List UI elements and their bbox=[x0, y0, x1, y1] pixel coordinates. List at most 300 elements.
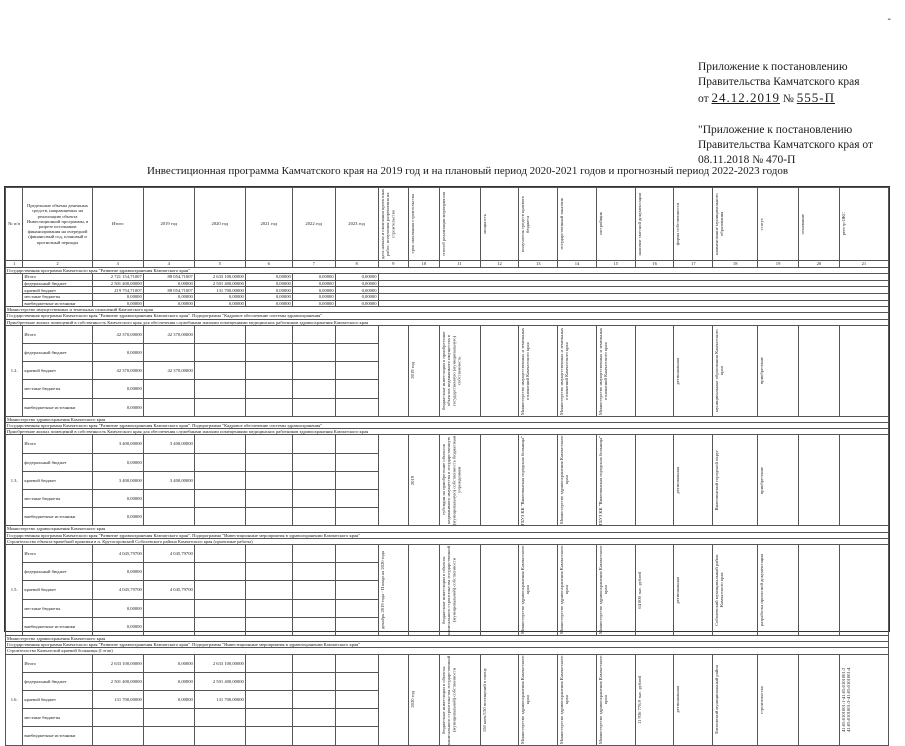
source-label: местные бюджеты bbox=[23, 599, 92, 617]
item-program: Государственная программа Камчатского края "Развитие здравоохранения Камчатского края". Подпрограмма "Инвестиционные мероприятия в здравоохранении Камчатского края" bbox=[6, 642, 889, 648]
header-2021: 2021 год bbox=[245, 188, 292, 261]
item-c18 bbox=[713, 325, 758, 416]
header-c9: дата начала и окончания проектных работ, получения разрешения на строительство bbox=[379, 188, 395, 260]
amount-y2020 bbox=[194, 727, 245, 745]
item-c18-text: Елизовский муниципальный район bbox=[714, 665, 720, 734]
item-c9-text: декабрь 2019 года - II квартал 2020 года bbox=[379, 551, 385, 629]
appendix2-line-3: 08.11.2018 № 470-П bbox=[698, 154, 796, 166]
source-label: краевой бюджет bbox=[23, 471, 92, 489]
summary-row bbox=[6, 287, 889, 294]
amount-y2019 bbox=[143, 727, 194, 745]
appendix-ot: от bbox=[698, 93, 709, 105]
item-c15 bbox=[596, 654, 635, 745]
header-sources: Предельные объемы денежных средств, направляемых на реализацию объекта Инвестиционной программы, в разрезе источников финансирования на очередной (финансовый год, плановый и прогнозный периоды bbox=[23, 188, 92, 261]
amount-y2022 bbox=[292, 672, 335, 690]
item-ministry: Министерство здравоохранения Камчатского края bbox=[6, 416, 889, 422]
amount-y2023 bbox=[335, 398, 378, 416]
item-c17 bbox=[674, 325, 713, 416]
item-c9 bbox=[378, 545, 409, 636]
amount-y2020 bbox=[194, 563, 245, 581]
source-label: Итого bbox=[23, 435, 92, 453]
appendix-date: 24.12.2019 bbox=[711, 90, 780, 105]
appendix2-line-1: "Приложение к постановлению bbox=[698, 124, 853, 136]
amount-y2021 bbox=[245, 690, 292, 708]
column-number: 6 bbox=[245, 261, 292, 268]
item-c12 bbox=[480, 325, 519, 416]
item-c10 bbox=[409, 435, 440, 526]
amount-y2021 bbox=[245, 435, 292, 453]
amount-y2022 bbox=[292, 563, 335, 581]
amount-y2021 bbox=[245, 489, 292, 507]
amount-y2023 bbox=[335, 617, 378, 635]
amount-y2023 bbox=[335, 453, 378, 471]
amount-cell: 0,00000 bbox=[292, 274, 335, 281]
amount-total: 131 700,00000 bbox=[92, 690, 143, 708]
amount-cell: 0,00000 bbox=[292, 280, 335, 287]
item-c14-text: Министерство здравоохранения Камчатского края bbox=[559, 436, 570, 525]
item-c21-text: 41:05:0101001:1-41:05:0101001:2 41:05:0101001:3-41:05:0101001:4 bbox=[840, 667, 852, 732]
amount-y2020 bbox=[194, 599, 245, 617]
item-c11-text: бюджетные инвестиции в объекты капитального строительства государственной (муниципальной) собственности bbox=[440, 545, 457, 635]
source-label: краевой бюджет bbox=[23, 287, 92, 294]
item-c19-text: строительство bbox=[759, 685, 765, 714]
amount-y2021 bbox=[245, 453, 292, 471]
item-c17-text: региональная bbox=[675, 576, 681, 604]
source-label: внебюджетные источники bbox=[23, 398, 92, 416]
source-label: Итого bbox=[23, 545, 92, 563]
item-c16 bbox=[635, 545, 674, 636]
header-c10: срок окончания строительства bbox=[410, 194, 416, 254]
item-c19-text: приобретение bbox=[759, 357, 765, 385]
amount-y2022 bbox=[292, 325, 335, 343]
amount-y2023 bbox=[335, 654, 378, 672]
amount-total: 0,00000 bbox=[92, 398, 143, 416]
amount-total: 4 045,79700 bbox=[92, 581, 143, 599]
amount-y2022 bbox=[292, 453, 335, 471]
item-c9 bbox=[378, 325, 409, 416]
item-c12 bbox=[480, 545, 519, 636]
amount-cell: 2 633 100,00000 bbox=[194, 274, 245, 281]
item-c21 bbox=[839, 325, 888, 416]
amount-total: 2 633 100,00000 bbox=[92, 654, 143, 672]
column-number: 15 bbox=[596, 261, 635, 268]
document-title: Инвестиционная программа Камчатского края на 2019 год и на плановый период 2020-2021 годов и прогнозный период 2022-2023 годов bbox=[146, 165, 789, 177]
item-c19 bbox=[758, 435, 799, 526]
item-c19 bbox=[758, 654, 799, 745]
amount-y2020 bbox=[194, 489, 245, 507]
source-label: внебюджетные источники bbox=[23, 727, 92, 745]
amount-y2019 bbox=[143, 617, 194, 635]
amount-total bbox=[92, 709, 143, 727]
amount-y2019 bbox=[143, 563, 194, 581]
amount-y2023 bbox=[335, 709, 378, 727]
amount-y2022 bbox=[292, 398, 335, 416]
header-c20: основание bbox=[799, 213, 805, 235]
item-c12-text: 150 коек/150 посещений в смену bbox=[481, 667, 487, 732]
item-c16-text: 64 000 тыс. рублей bbox=[636, 571, 642, 609]
item-c15-text: ГБУЗ КК "Вилючинская городская больница" bbox=[597, 435, 603, 526]
amount-y2021 bbox=[245, 709, 292, 727]
amount-total bbox=[92, 727, 143, 745]
item-program: Государственная программа Камчатского края "Развитие здравоохранения Камчатского края". Подпрограмма "Кадровое обеспечение системы здравоохранения" bbox=[6, 313, 889, 319]
appendix2-line-2: Правительства Камчатского края от bbox=[698, 139, 874, 151]
amount-y2019: 4 045,79700 bbox=[143, 581, 194, 599]
item-object: Приобретение жилых помещений в собственность Камчатского края для обеспечения служебными жилыми помещениями медицинских работников здравоохранения Камчатского края bbox=[6, 429, 889, 435]
amount-y2023 bbox=[335, 672, 378, 690]
amount-total: 42 370,00000 bbox=[92, 325, 143, 343]
amount-total: 0,00000 bbox=[92, 599, 143, 617]
item-c17 bbox=[674, 545, 713, 636]
amount-cell: 0,00000 bbox=[143, 293, 194, 300]
amount-cell: 0,00000 bbox=[335, 280, 378, 287]
amount-y2019 bbox=[143, 380, 194, 398]
item-object: Строительство Камчатской краевой больницы (I этап) bbox=[6, 648, 889, 654]
item-c16 bbox=[635, 435, 674, 526]
appendix-current bbox=[698, 60, 883, 107]
amount-y2019 bbox=[143, 453, 194, 471]
amount-y2020: 2 633 100,00000 bbox=[194, 654, 245, 672]
item-c18 bbox=[713, 654, 758, 745]
amount-y2023 bbox=[335, 581, 378, 599]
appendix-line-2: Правительства Камчатского края bbox=[698, 76, 860, 88]
source-label: краевой бюджет bbox=[23, 581, 92, 599]
item-c10-text: 2020 год bbox=[410, 691, 416, 708]
header-c14: государственный заказчик bbox=[559, 198, 565, 250]
item-no: 1.5. bbox=[6, 545, 23, 636]
item-program: Государственная программа Камчатского края "Развитие здравоохранения Камчатского края". Подпрограмма "Инвестиционные мероприятия в здравоохранении Камчатского края" bbox=[6, 532, 889, 538]
column-number: 20 bbox=[798, 261, 839, 268]
item-no: 1.6. bbox=[6, 654, 23, 745]
header-total: Итого bbox=[92, 188, 143, 261]
item-c14 bbox=[558, 654, 597, 745]
program-band: Государственная программа Камчатского края "Развитие здравоохранения Камчатского края" bbox=[6, 268, 889, 274]
item-c15 bbox=[596, 325, 635, 416]
item-c13 bbox=[519, 325, 558, 416]
amount-cell: 0,00000 bbox=[245, 274, 292, 281]
item-c21 bbox=[839, 545, 888, 636]
amount-y2020 bbox=[194, 508, 245, 526]
amount-cell: 0,00000 bbox=[292, 300, 335, 307]
source-label: федеральный бюджет bbox=[23, 563, 92, 581]
source-label: местные бюджеты bbox=[23, 489, 92, 507]
amount-cell: 0,00000 bbox=[92, 293, 143, 300]
source-label: федеральный бюджет bbox=[23, 280, 92, 287]
summary-row bbox=[6, 280, 889, 287]
column-number: 12 bbox=[480, 261, 519, 268]
item-c20 bbox=[798, 654, 839, 745]
amount-y2023 bbox=[335, 435, 378, 453]
item-object: Строительство объекта врачебной практики в п. Крутогоровский Соболевского района Камчатского края (проектные работы) bbox=[6, 538, 889, 544]
column-number: 10 bbox=[409, 261, 440, 268]
item-c11 bbox=[439, 545, 480, 636]
source-label: местные бюджеты bbox=[23, 709, 92, 727]
amount-y2019 bbox=[143, 398, 194, 416]
summary-row bbox=[6, 274, 889, 281]
amount-y2020: 131 700,00000 bbox=[194, 690, 245, 708]
amount-y2022 bbox=[292, 508, 335, 526]
amount-total: 0,00000 bbox=[92, 489, 143, 507]
item-no: 1.2. bbox=[6, 325, 23, 416]
amount-y2020 bbox=[194, 380, 245, 398]
empty-cell bbox=[378, 280, 888, 287]
column-number: 7 bbox=[292, 261, 335, 268]
column-number: 2 bbox=[23, 261, 92, 268]
empty-cell bbox=[378, 274, 888, 281]
item-c9 bbox=[378, 654, 409, 745]
item-c14 bbox=[558, 435, 597, 526]
column-number: 13 bbox=[519, 261, 558, 268]
item-c10 bbox=[409, 654, 440, 745]
item-c14 bbox=[558, 545, 597, 636]
item-c15 bbox=[596, 435, 635, 526]
amount-y2023 bbox=[335, 343, 378, 361]
item-c17 bbox=[674, 435, 713, 526]
column-number: 14 bbox=[558, 261, 597, 268]
amount-cell: 2 501 400,00000 bbox=[194, 280, 245, 287]
amount-y2021 bbox=[245, 654, 292, 672]
item-c19-text: приобретение bbox=[759, 466, 765, 494]
amount-y2020 bbox=[194, 617, 245, 635]
item-c20 bbox=[798, 435, 839, 526]
amount-cell: 0,00000 bbox=[245, 280, 292, 287]
summary-row bbox=[6, 300, 889, 307]
item-c11-text: бюджетные инвестиции в объекты капитального строительства государственной (муниципальной) собственности bbox=[440, 655, 457, 745]
item-c21 bbox=[839, 654, 888, 745]
amount-total: 2 501 400,00000 bbox=[92, 672, 143, 690]
source-label: местные бюджеты bbox=[23, 293, 92, 300]
item-c13-text: Министерство имущественных и земельных отношений Камчатского края bbox=[520, 327, 531, 415]
header-c16: наличие сметной документации bbox=[636, 192, 642, 256]
amount-cell: 0,00000 bbox=[335, 293, 378, 300]
item-c11-text: субсидии на приобретение объектов недвижимого имущества в государственную (муниципальную) собственность бюджетным учреждениям bbox=[440, 435, 462, 526]
amount-cell: 0,00000 bbox=[245, 287, 292, 294]
header-c18: наименование муниципального образования bbox=[714, 193, 725, 255]
header-2020: 2020 год bbox=[194, 188, 245, 261]
header-c13: получатель средств краевого бюджета bbox=[520, 195, 531, 253]
amount-y2022 bbox=[292, 489, 335, 507]
column-number: 4 bbox=[143, 261, 194, 268]
amount-y2020 bbox=[194, 362, 245, 380]
item-c12 bbox=[480, 435, 519, 526]
column-number: 17 bbox=[674, 261, 713, 268]
header-2023: 2023 год bbox=[335, 188, 378, 261]
header-2022: 2022 год bbox=[292, 188, 335, 261]
amount-cell: 0,00000 bbox=[335, 287, 378, 294]
header-c17: форма собственности bbox=[675, 202, 681, 246]
amount-y2020 bbox=[194, 435, 245, 453]
item-ministry: Министерство здравоохранения Камчатского края bbox=[6, 636, 889, 642]
source-label: федеральный бюджет bbox=[23, 453, 92, 471]
amount-y2021 bbox=[245, 508, 292, 526]
item-c10-text: 2019 bbox=[410, 475, 416, 485]
amount-y2021 bbox=[245, 398, 292, 416]
amount-cell: 0,00000 bbox=[335, 300, 378, 307]
item-c16 bbox=[635, 654, 674, 745]
item-c10-text: 2019 год bbox=[410, 362, 416, 380]
amount-total: 0,00000 bbox=[92, 508, 143, 526]
amount-y2020 bbox=[194, 709, 245, 727]
item-fin-row bbox=[6, 654, 889, 672]
amount-y2019 bbox=[143, 599, 194, 617]
amount-y2020 bbox=[194, 325, 245, 343]
item-program: Государственная программа Камчатского края "Развитие здравоохранения Камчатского края". Подпрограмма "Кадровое обеспечение системы здравоохранения" bbox=[6, 422, 889, 428]
amount-y2022 bbox=[292, 690, 335, 708]
source-label: местные бюджеты bbox=[23, 380, 92, 398]
amount-total: 0,00000 bbox=[92, 563, 143, 581]
item-c19-text: разработка проектной документации bbox=[759, 553, 765, 627]
amount-y2020 bbox=[194, 343, 245, 361]
amount-y2021 bbox=[245, 380, 292, 398]
source-label: Итого bbox=[23, 654, 92, 672]
column-number: 18 bbox=[713, 261, 758, 268]
amount-y2023 bbox=[335, 599, 378, 617]
amount-cell: 219 754,71007 bbox=[92, 287, 143, 294]
amount-y2023 bbox=[335, 471, 378, 489]
item-c16 bbox=[635, 325, 674, 416]
row-no bbox=[6, 274, 23, 307]
item-c18-text: Вилючинский городской округ bbox=[714, 450, 720, 511]
amount-y2019 bbox=[143, 343, 194, 361]
appendix-line-1: Приложение к постановлению bbox=[698, 61, 848, 73]
amount-cell: 88 054,71007 bbox=[143, 287, 194, 294]
column-number: 11 bbox=[439, 261, 480, 268]
item-c19 bbox=[758, 545, 799, 636]
item-fin-row bbox=[6, 325, 889, 343]
amount-y2022 bbox=[292, 709, 335, 727]
amount-y2021 bbox=[245, 727, 292, 745]
amount-y2019: 42 370,00000 bbox=[143, 325, 194, 343]
empty-cell bbox=[378, 287, 888, 294]
item-c18-text: Соболевский муниципальный район Камчатского края bbox=[714, 554, 725, 626]
header-c11: способ реализации мероприятия bbox=[440, 192, 446, 256]
investment-program-table bbox=[4, 186, 890, 745]
amount-cell: 0,00000 bbox=[143, 280, 194, 287]
column-number: 16 bbox=[635, 261, 674, 268]
item-c12 bbox=[480, 654, 519, 745]
amount-y2019: 3 400,00000 bbox=[143, 435, 194, 453]
item-c11 bbox=[439, 435, 480, 526]
amount-y2020 bbox=[194, 545, 245, 563]
item-c10 bbox=[409, 545, 440, 636]
amount-y2023 bbox=[335, 563, 378, 581]
amount-y2019: 3 400,00000 bbox=[143, 471, 194, 489]
amount-y2021 bbox=[245, 672, 292, 690]
source-label: федеральный бюджет bbox=[23, 343, 92, 361]
amount-y2019: 0,00000 bbox=[143, 690, 194, 708]
item-c14-text: Министерство здравоохранения Камчатского края bbox=[559, 545, 570, 635]
amount-cell: 2 501 400,00000 bbox=[92, 280, 143, 287]
item-c13 bbox=[519, 545, 558, 636]
item-c13-text: ГБУЗ КК "Вилючинская городская больница" bbox=[520, 435, 526, 526]
column-number: 3 bbox=[92, 261, 143, 268]
item-c20 bbox=[798, 545, 839, 636]
source-label: краевой бюджет bbox=[23, 362, 92, 380]
amount-cell: 0,00000 bbox=[335, 274, 378, 281]
page-mark: - bbox=[887, 14, 891, 25]
amount-y2020 bbox=[194, 581, 245, 599]
amount-y2022 bbox=[292, 471, 335, 489]
header-c19: статус bbox=[759, 217, 765, 231]
amount-y2023 bbox=[335, 690, 378, 708]
header-c15: застройщик bbox=[597, 212, 603, 236]
amount-y2022 bbox=[292, 545, 335, 563]
item-c11 bbox=[439, 325, 480, 416]
source-label: внебюджетные источники bbox=[23, 508, 92, 526]
amount-y2021 bbox=[245, 343, 292, 361]
amount-y2022 bbox=[292, 380, 335, 398]
item-c18 bbox=[713, 435, 758, 526]
item-c17-text: региональная bbox=[675, 357, 681, 385]
amount-cell: 0,00000 bbox=[194, 293, 245, 300]
item-c21 bbox=[839, 435, 888, 526]
amount-cell: 0,00000 bbox=[143, 300, 194, 307]
item-c13-text: Министерство здравоохранения Камчатского края bbox=[520, 655, 531, 744]
amount-total: 0,00000 bbox=[92, 617, 143, 635]
item-c15-text: Министерство имущественных и земельных отношений Камчатского края bbox=[597, 327, 609, 415]
amount-y2019: 42 370,00000 bbox=[143, 362, 194, 380]
source-label: Итого bbox=[23, 274, 92, 281]
column-number: 19 bbox=[758, 261, 799, 268]
source-label: краевой бюджет bbox=[23, 690, 92, 708]
item-no: 1.3. bbox=[6, 435, 23, 526]
column-number: 1 bbox=[6, 261, 23, 268]
amount-y2019 bbox=[143, 508, 194, 526]
table-header-row bbox=[6, 188, 889, 261]
column-number: 9 bbox=[378, 261, 409, 268]
source-label: внебюджетные источники bbox=[23, 300, 92, 307]
source-label: федеральный бюджет bbox=[23, 672, 92, 690]
item-c17-text: региональная bbox=[675, 467, 681, 494]
empty-cell bbox=[378, 300, 888, 307]
source-label: Итого bbox=[23, 325, 92, 343]
appendix-number: 555-П bbox=[796, 90, 835, 105]
amount-y2023 bbox=[335, 489, 378, 507]
column-numbers-row bbox=[6, 261, 889, 268]
amount-y2023 bbox=[335, 362, 378, 380]
amount-y2022 bbox=[292, 581, 335, 599]
amount-cell: 88 054,71007 bbox=[143, 274, 194, 281]
item-c10 bbox=[409, 325, 440, 416]
item-c19 bbox=[758, 325, 799, 416]
item-c11-text: бюджетные инвестиции в приобретение объектов недвижимого имущества в государственную (муниципальную) собственность bbox=[440, 331, 462, 411]
amount-cell: 0,00000 bbox=[245, 293, 292, 300]
amount-y2022 bbox=[292, 727, 335, 745]
item-c9 bbox=[378, 435, 409, 526]
item-c16-text: 11 936 778,9 тыс. рублей bbox=[636, 675, 642, 724]
item-c20 bbox=[798, 325, 839, 416]
amount-total: 3 400,00000 bbox=[92, 471, 143, 489]
amount-y2023 bbox=[335, 545, 378, 563]
amount-y2019 bbox=[143, 709, 194, 727]
amount-y2021 bbox=[245, 581, 292, 599]
amount-y2021 bbox=[245, 599, 292, 617]
item-c15-text: Министерство здравоохранения Камчатского края bbox=[597, 545, 609, 635]
amount-y2019: 4 045,79700 bbox=[143, 545, 194, 563]
amount-y2020 bbox=[194, 453, 245, 471]
amount-total: 3 400,00000 bbox=[92, 435, 143, 453]
amount-y2021 bbox=[245, 545, 292, 563]
appendix-no-sign: № bbox=[782, 93, 794, 105]
amount-y2022 bbox=[292, 617, 335, 635]
amount-total: 0,00000 bbox=[92, 380, 143, 398]
amount-total: 4 045,79700 bbox=[92, 545, 143, 563]
item-fin-row bbox=[6, 545, 889, 563]
item-c11 bbox=[439, 654, 480, 745]
amount-cell: 0,00000 bbox=[92, 300, 143, 307]
amount-y2022 bbox=[292, 435, 335, 453]
item-fin-row bbox=[6, 435, 889, 453]
amount-y2021 bbox=[245, 563, 292, 581]
